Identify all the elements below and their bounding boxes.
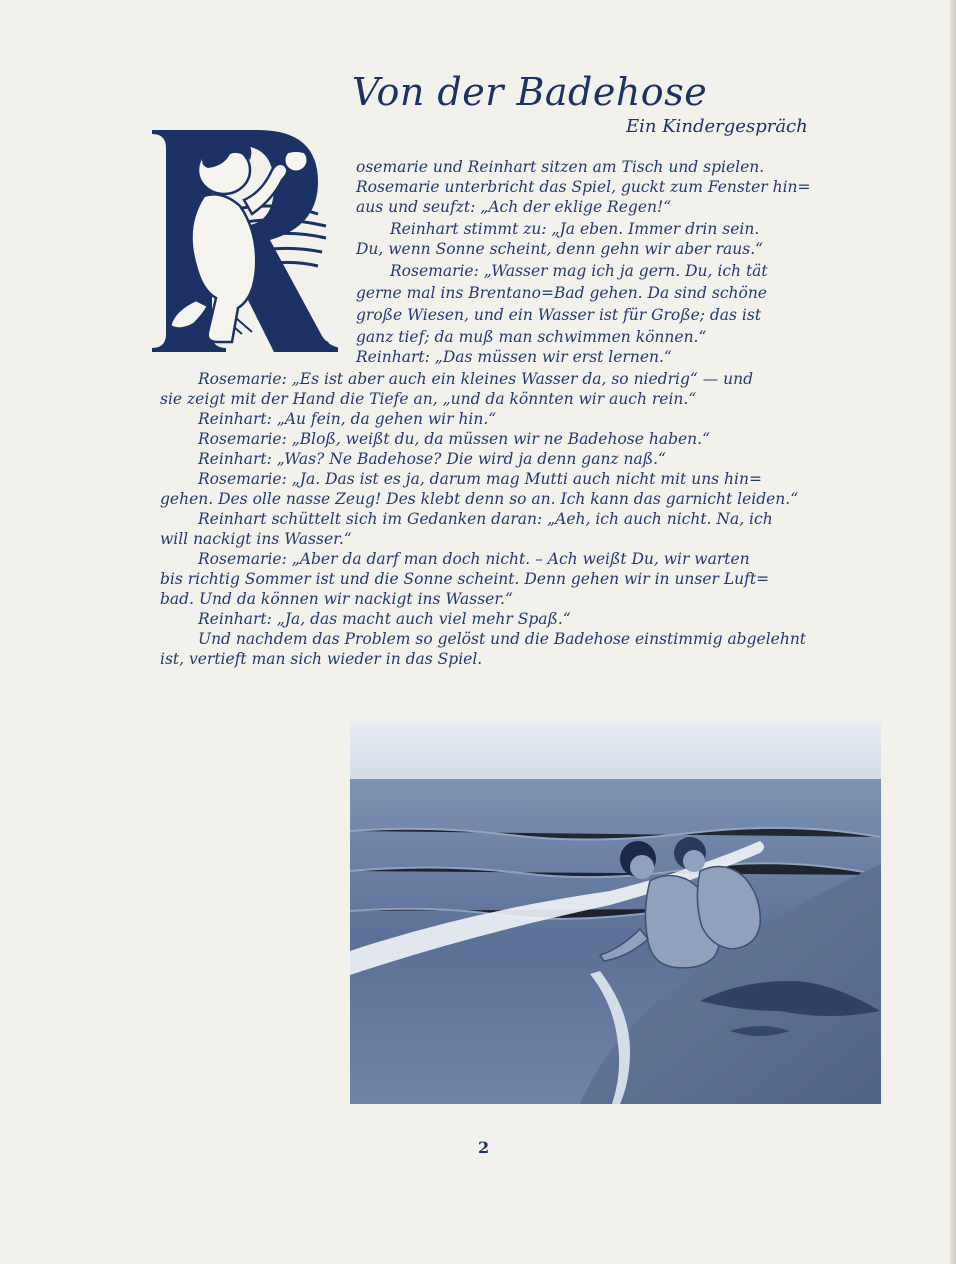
text-line: gehen. Des olle nasse Zeug! Des klebt denn so an. Ich kann das garnicht leiden.“	[160, 490, 799, 508]
text-line: Rosemarie: „Ja. Das ist es ja, darum mag Mutti auch nicht mit uns hin=	[198, 470, 762, 488]
text-line: ganz tief; da muß man schwimmen können.“	[356, 328, 707, 346]
text-line: bis richtig Sommer ist und die Sonne scheint. Denn gehen wir in unser Luft=	[160, 570, 770, 588]
text-line: aus und seufzt: „Ach der eklige Regen!“	[356, 198, 672, 216]
text-line: Rosemarie: „Es ist aber auch ein kleines Wasser da, so niedrig“ — und	[198, 370, 754, 388]
text-line: sie zeigt mit der Hand die Tiefe an, „und da könnten wir auch rein.“	[160, 390, 697, 408]
text-line: Reinhart schüttelt sich im Gedanken daran: „Aeh, ich auch nicht. Na, ich	[198, 510, 773, 528]
text-line: Rosemarie: „Aber da darf man doch nicht. – Ach weißt Du, wir warten	[198, 550, 750, 568]
text-line: Du, wenn Sonne scheint, denn gehn wir aber raus.“	[356, 240, 764, 258]
illustrated-initial-r	[146, 130, 338, 352]
text-line: Rosemarie unterbricht das Spiel, guckt zum Fenster hin=	[356, 178, 811, 196]
text-line: osemarie und Reinhart sitzen am Tisch und spielen.	[356, 158, 765, 176]
text-line: Reinhart: „Das müssen wir erst lernen.“	[356, 348, 672, 366]
text-line: ist, vertieft man sich wieder in das Spiel.	[160, 650, 483, 668]
text-line: Reinhart: „Was? Ne Badehose? Die wird ja denn ganz naß.“	[198, 450, 666, 468]
text-line: Reinhart: „Au fein, da gehen wir hin.“	[198, 410, 497, 428]
page-number: 2	[478, 1138, 490, 1157]
text-line: Reinhart: „Ja, das macht auch viel mehr Spaß.“	[198, 610, 571, 628]
beach-photo	[350, 721, 881, 1104]
text-line: große Wiesen, und ein Wasser ist für Große; das ist	[356, 306, 762, 324]
text-line: bad. Und da können wir nackigt ins Wasser.“	[160, 590, 513, 608]
text-line: Rosemarie: „Bloß, weißt du, da müssen wir ne Badehose haben.“	[198, 430, 710, 448]
text-line: gerne mal ins Brentano=Bad gehen. Da sind schöne	[356, 284, 767, 302]
text-line: Und nachdem das Problem so gelöst und die Badehose einstimmig abgelehnt	[198, 630, 807, 648]
article-subtitle: Ein Kindergespräch	[626, 116, 808, 137]
article-title: Von der Badehose	[352, 70, 708, 114]
text-line: Rosemarie: „Wasser mag ich ja gern. Du, ich tät	[390, 262, 768, 280]
text-line: Reinhart stimmt zu: „Ja eben. Immer drin sein.	[390, 220, 760, 238]
text-line: will nackigt ins Wasser.“	[160, 530, 352, 548]
page-edge	[950, 0, 956, 1264]
